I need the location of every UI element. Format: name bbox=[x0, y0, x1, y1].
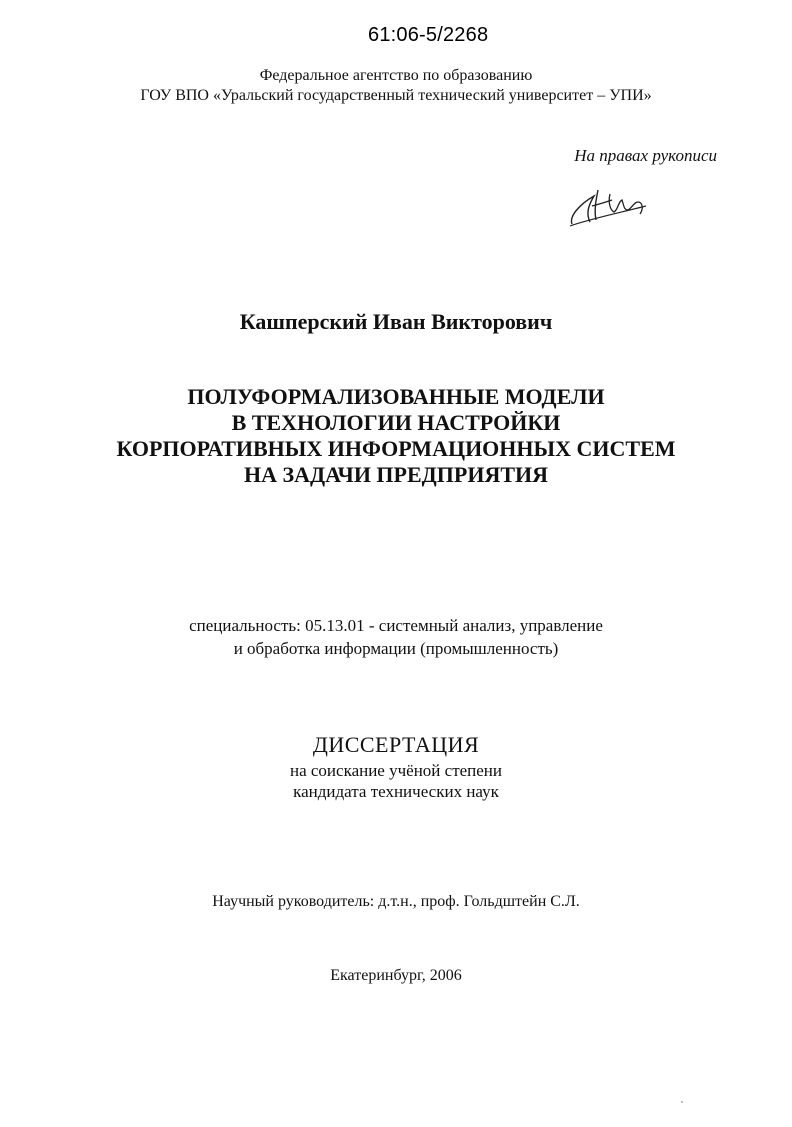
catalog-number: 61:06-5/2268 bbox=[368, 24, 489, 46]
degree-line-2: кандидата технических наук bbox=[293, 782, 499, 801]
scan-speck bbox=[681, 1101, 683, 1103]
degree-line-1: на соискание учёной степени bbox=[289, 761, 503, 780]
title-line: В ТЕХНОЛОГИИ НАСТРОЙКИ bbox=[231, 410, 561, 435]
dissertation-type: ДИССЕРТАЦИЯ bbox=[312, 732, 480, 757]
agency-line-1: Федеральное агентство по образованию bbox=[259, 67, 533, 84]
author-name: Кашперский Иван Викторович bbox=[239, 309, 553, 334]
dissertation-title bbox=[0, 384, 792, 488]
specialty-block bbox=[0, 614, 792, 660]
specialty-line-2: и обработка информации (промышленность) bbox=[233, 639, 559, 658]
rights-note: На правах рукописи bbox=[574, 146, 717, 165]
title-line: НА ЗАДАЧИ ПРЕДПРИЯТИЯ bbox=[243, 462, 549, 487]
city-year: Екатеринбург, 2006 bbox=[330, 967, 462, 984]
agency-line-2: ГОУ ВПО «Уральский государственный технический университет – УПИ» bbox=[140, 87, 652, 104]
supervisor: Научный руководитель: д.т.н., проф. Гольдштейн С.Л. bbox=[212, 893, 580, 910]
signature-icon bbox=[566, 180, 650, 230]
title-line: КОРПОРАТИВНЫХ ИНФОРМАЦИОННЫХ СИСТЕМ bbox=[116, 436, 676, 461]
agency-block bbox=[0, 66, 792, 106]
specialty-line-1: специальность: 05.13.01 - системный анализ, управление bbox=[189, 616, 603, 635]
title-line: ПОЛУФОРМАЛИЗОВАННЫЕ МОДЕЛИ bbox=[187, 384, 605, 409]
degree-block bbox=[0, 760, 792, 802]
